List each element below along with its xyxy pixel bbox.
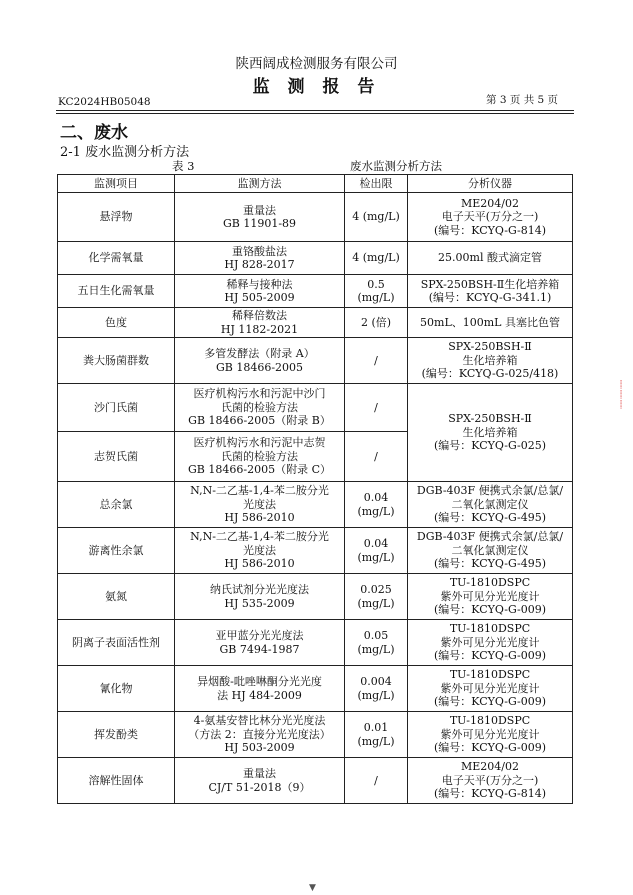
section-title: 二、废水 [60, 123, 128, 143]
cell-limit [345, 308, 408, 338]
cell-limit-line: 0.5 [367, 277, 385, 291]
cell-limit-line: 0.04 [363, 491, 389, 504]
header-method: 监测方法 [175, 175, 345, 193]
cell-instrument-line: TU-1810DSPC [449, 576, 531, 590]
cell-method-line: 重量法 [243, 767, 276, 780]
cell-item: 溶解性固体 [58, 758, 175, 804]
header-rule-thin [56, 113, 574, 114]
cell-item: 沙门氏菌 [58, 384, 175, 432]
cell-limit-line: 0.04 [363, 537, 389, 550]
cell-limit-line: (mg/L) [357, 504, 395, 518]
cell-limit [345, 482, 408, 528]
cell-item: 游离性余氯 [58, 528, 175, 574]
cell-item: 志贺氏菌 [58, 432, 175, 482]
cell-limit-line: / [374, 773, 378, 787]
cell-method-line: GB 18466-2005（附录 B） [188, 414, 331, 428]
cell-instrument-line: TU-1810DSPC [449, 622, 531, 636]
table-row [58, 384, 573, 432]
table-row [58, 620, 573, 666]
cell-limit-line: (mg/L) [357, 596, 395, 610]
cell-method [175, 432, 345, 482]
cell-instrument-line: DGB-403F 便携式余氯/总氯/ [416, 484, 564, 498]
cell-method [175, 384, 345, 432]
cell-method [175, 275, 345, 308]
cell-method-line: 多管发酵法（附录 A） [204, 347, 315, 360]
cell-instrument-line: (编号：KCYQ-G-009) [433, 603, 547, 617]
table-row [58, 712, 573, 758]
cell-instrument-line: DGB-403F 便携式余氯/总氯/ [416, 530, 564, 544]
cell-item: 悬浮物 [58, 193, 175, 242]
header-limit: 检出限 [345, 175, 408, 193]
cell-method [175, 482, 345, 528]
table-row [58, 758, 573, 804]
page-indicator: 第 3 页 共 5 页 [486, 94, 559, 106]
cell-instrument [408, 275, 573, 308]
cell-limit [345, 528, 408, 574]
cell-limit [345, 193, 408, 242]
table-row [58, 666, 573, 712]
table-row [58, 528, 573, 574]
cell-limit [345, 574, 408, 620]
cell-instrument-line: 二氧化氯测定仪 [451, 543, 529, 557]
cell-instrument [408, 574, 573, 620]
cell-method [175, 712, 345, 758]
cell-method-line: HJ 1182-2021 [220, 322, 299, 336]
table-row [58, 308, 573, 338]
cell-limit-line: (mg/L) [357, 550, 395, 564]
cell-method-line: HJ 586-2010 [224, 511, 295, 525]
cell-method-line: 光度法 [243, 543, 276, 557]
cell-instrument-line: 电子天平(万分之一) [441, 210, 539, 224]
cell-method-line: N,N-二乙基-1,4-苯二胺分光 [190, 530, 329, 544]
cell-instrument [408, 482, 573, 528]
cell-item: 色度 [58, 308, 175, 338]
cell-method-line: GB 18466-2005（附录 C） [188, 463, 331, 477]
cell-method-line: 重铬酸盐法 [232, 244, 287, 258]
cell-limit-line: 0.004 [360, 675, 392, 688]
cell-instrument-line: 紫外可见分光光度计 [440, 681, 540, 695]
cell-method-line: 医疗机构污水和污泥中志贺 [193, 436, 326, 450]
cell-method-line: 亚甲蓝分光光度法 [215, 629, 304, 642]
cell-method [175, 666, 345, 712]
cell-method-line: HJ 535-2009 [224, 596, 295, 610]
cell-limit [345, 384, 408, 432]
cell-instrument-line: 50mL、100mL 具塞比色管 [420, 315, 560, 329]
header-instrument: 分析仪器 [408, 175, 573, 193]
report-title: 监 测 报 告 [252, 77, 381, 97]
cell-limit [345, 620, 408, 666]
cell-method-line: N,N-二乙基-1,4-苯二胺分光 [190, 484, 329, 498]
cell-method-line: CJ/T 51-2018（9） [208, 780, 311, 794]
cell-item: 阴离子表面活性剂 [58, 620, 175, 666]
cell-limit-line: / [374, 449, 378, 463]
cell-item: 化学需氧量 [58, 242, 175, 275]
cell-instrument-line: (编号：KCYQ-G-009) [433, 695, 547, 709]
cell-instrument-line: (编号：KCYQ-G-814) [433, 223, 547, 237]
header-rule [56, 110, 574, 111]
cell-method-line: 稀释与接种法 [226, 277, 293, 291]
cell-instrument-line: TU-1810DSPC [449, 668, 531, 682]
cell-limit [345, 338, 408, 384]
cell-method-line: HJ 505-2009 [224, 291, 295, 304]
cell-limit-line: (mg/L) [357, 688, 395, 702]
cell-instrument-line: 紫外可见分光光度计 [440, 589, 540, 603]
cell-instrument-line: 紫外可见分光光度计 [440, 635, 540, 649]
cell-method-line: 氏菌的检验方法 [221, 449, 298, 463]
cell-limit [345, 666, 408, 712]
cell-instrument-line: 电子天平(万分之一) [441, 773, 539, 787]
cell-method-line: GB 11901-89 [222, 217, 297, 230]
cell-method-line: 法 HJ 484-2009 [217, 688, 302, 702]
cell-limit-line: 4 (mg/L) [352, 210, 400, 224]
cell-instrument-line: TU-1810DSPC [449, 714, 531, 728]
table-row [58, 338, 573, 384]
cell-method-line: GB 7494-1987 [219, 642, 300, 656]
report-number: KC2024HB05048 [58, 96, 151, 108]
cell-method-line: GB 18466-2005 [215, 360, 304, 374]
table-row [58, 574, 573, 620]
table-row [58, 482, 573, 528]
cell-method-line: HJ 828-2017 [224, 258, 295, 271]
subsection-title: 2-1 废水监测分析方法 [60, 145, 190, 160]
cell-instrument [408, 666, 573, 712]
table-body [58, 193, 573, 804]
cell-instrument-line: (编号：KCYQ-G-814) [433, 787, 547, 801]
cell-method-line: 纳氏试剂分光光度法 [210, 583, 309, 596]
cell-method-line: 光度法 [243, 497, 276, 511]
cell-item: 总余氯 [58, 482, 175, 528]
cell-instrument-line: ME204/02 [461, 760, 519, 774]
cell-method-line: 医疗机构污水和污泥中沙门 [193, 387, 326, 401]
cell-method-line: 异烟酸-吡唑啉酮分光光度 [197, 675, 322, 688]
cell-method [175, 193, 345, 242]
header-item: 监测项目 [58, 175, 175, 193]
cell-method [175, 574, 345, 620]
margin-stamp-mark: ⸽ ⸽ ⸽ [620, 380, 623, 409]
cell-instrument-line: (编号：KCYQ-G-025) [433, 439, 547, 453]
cell-item: 挥发酚类 [58, 712, 175, 758]
cell-limit-line: (mg/L) [357, 734, 395, 748]
cell-instrument [408, 712, 573, 758]
cell-instrument-line: 二氧化氯测定仪 [451, 497, 529, 511]
cell-instrument-line: SPX-250BSH-Ⅱ生化培养箱 [420, 277, 560, 291]
cell-limit-line: 0.025 [360, 583, 392, 596]
cell-instrument-line: (编号：KCYQ-G-009) [433, 649, 547, 663]
cell-instrument [408, 384, 573, 482]
cell-instrument-line: 生化培养箱 [462, 425, 518, 439]
cell-item: 氰化物 [58, 666, 175, 712]
cell-instrument-line: (编号：KCYQ-G-025/418) [421, 367, 559, 381]
cell-instrument [408, 620, 573, 666]
table-number: 表 3 [172, 159, 195, 173]
cell-limit-line: 2 (倍) [360, 315, 392, 329]
cell-method-line: 重量法 [243, 203, 276, 217]
cell-instrument [408, 338, 573, 384]
cell-method-line: （方法 2：直接分光光度法） [188, 727, 331, 741]
cell-limit-line: 4 (mg/L) [352, 251, 400, 265]
table-row [58, 275, 573, 308]
cell-limit-line: / [374, 400, 378, 414]
cell-instrument [408, 242, 573, 275]
cell-instrument-line: 生化培养箱 [462, 353, 518, 367]
cell-method-line: 稀释倍数法 [232, 309, 287, 322]
cell-method [175, 620, 345, 666]
cell-instrument-line: 25.00ml 酸式滴定管 [438, 251, 542, 265]
cell-method [175, 242, 345, 275]
methods-table [57, 174, 573, 804]
table-row [58, 193, 573, 242]
cell-limit-line: (mg/L) [357, 291, 395, 304]
cell-instrument [408, 193, 573, 242]
cell-instrument-line: (编号：KCYQ-G-341.1) [428, 291, 552, 304]
cell-limit-line: (mg/L) [357, 642, 395, 656]
cell-instrument [408, 308, 573, 338]
cell-method-line: 4-氨基安替比林分光光度法 [193, 714, 326, 728]
cell-instrument [408, 528, 573, 574]
cell-limit [345, 758, 408, 804]
cell-method [175, 528, 345, 574]
cell-item: 五日生化需氧量 [58, 275, 175, 308]
cell-method-line: HJ 503-2009 [224, 741, 295, 755]
cell-method [175, 758, 345, 804]
cell-limit-line: 0.01 [363, 721, 389, 734]
cell-method-line: HJ 586-2010 [224, 557, 295, 571]
cell-item: 粪大肠菌群数 [58, 338, 175, 384]
cell-limit [345, 712, 408, 758]
cell-instrument-line: ME204/02 [461, 196, 519, 210]
cell-instrument-line: SPX-250BSH-Ⅱ [448, 340, 532, 354]
cell-limit [345, 432, 408, 482]
cell-method [175, 308, 345, 338]
scroll-down-icon[interactable]: ▼ [309, 883, 316, 893]
cell-instrument-line: (编号：KCYQ-G-495) [433, 511, 547, 525]
cell-instrument-line: SPX-250BSH-Ⅱ [448, 412, 532, 426]
cell-item: 氨氮 [58, 574, 175, 620]
cell-method-line: 氏菌的检验方法 [221, 400, 298, 414]
company-name: 陕西阔成检测服务有限公司 [235, 56, 398, 72]
cell-instrument-line: 紫外可见分光光度计 [440, 727, 540, 741]
cell-limit-line: / [374, 353, 378, 367]
table-caption: 废水监测分析方法 [350, 159, 442, 173]
cell-instrument-line: (编号：KCYQ-G-009) [433, 741, 547, 755]
table-header-row [58, 175, 573, 193]
cell-limit [345, 275, 408, 308]
cell-instrument-line: (编号：KCYQ-G-495) [433, 557, 547, 571]
cell-limit-line: 0.05 [363, 629, 389, 642]
cell-instrument [408, 758, 573, 804]
cell-limit [345, 242, 408, 275]
table-row [58, 242, 573, 275]
cell-method [175, 338, 345, 384]
